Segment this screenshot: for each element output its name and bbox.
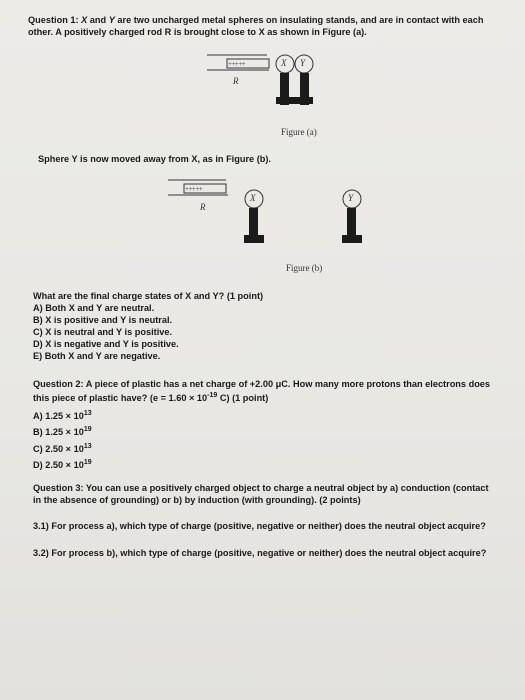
q2-option-c	[33, 443, 92, 455]
q3-line1: Question 3: You can use a positively charged object to charge a neutral object by a) conduction (contact	[33, 483, 489, 493]
q2-option-a-exp: 13	[83, 410, 92, 417]
q1-move-text: Sphere Y is now moved away from X, as in Figure (b).	[38, 154, 271, 164]
q3-part1: 3.1) For process a), which type of charge (positive, negative or neither) does the neutral object acquire?	[33, 521, 486, 531]
q1-question: What are the final charge states of X and Y? (1 point)	[33, 291, 264, 301]
q2-option-b	[33, 426, 92, 438]
q2-option-b-base: B) 1.25 × 10	[33, 427, 84, 437]
q3-line2: in the absence of grounding) or b) by induction (with grounding). (2 points)	[33, 495, 361, 505]
q2-option-d-exp: 19	[83, 459, 92, 466]
figure-b-caption: Figure (b)	[286, 263, 323, 273]
q2-option-c-exp: 13	[83, 443, 92, 450]
q2-option-d	[33, 459, 92, 471]
q2-option-a	[33, 410, 92, 422]
q1-option-a: A) Both X and Y are neutral.	[33, 303, 155, 313]
rod-charges-b: +++++	[185, 185, 203, 193]
q3-part2: 3.2) For process b), which type of charge (positive, negative or neither) does the neutral object acquire?	[33, 548, 487, 558]
q1-and: and	[87, 15, 109, 25]
sphere-y-label-a: Y	[300, 58, 306, 68]
q1-option-b: B) X is positive and Y is neutral.	[33, 315, 173, 325]
q2-line1: Question 2: A piece of plastic has a net charge of +2.00 μC. How many more protons than electrons does	[33, 379, 491, 389]
q2-line2	[33, 392, 268, 404]
sphere-y-label-b: Y	[348, 193, 354, 203]
rod-label-a: R	[233, 76, 239, 86]
q2-line2-post: C) (1 point)	[217, 393, 269, 403]
q2-option-a-base: A) 1.25 × 10	[33, 411, 84, 421]
sphere-x-label-b: X	[250, 193, 256, 203]
base-figure-a	[276, 97, 313, 104]
figure-a	[205, 50, 345, 140]
q2-line2-exp: -19	[207, 392, 218, 399]
q1-var-x: X	[81, 15, 88, 25]
rod-label-b: R	[200, 202, 206, 212]
q1-heading: Question 1:	[28, 15, 79, 25]
q1-intro-rest: are two uncharged metal spheres on insulating stands, and are in contact with each	[114, 15, 484, 25]
q1-option-c: C) X is neutral and Y is positive.	[33, 327, 173, 337]
q1-intro-line2: other. A positively charged rod R is brought close to X as shown in Figure (a).	[28, 27, 367, 37]
q2-option-c-base: C) 2.50 × 10	[33, 444, 84, 454]
q1-var-y: Y	[108, 15, 115, 25]
sphere-x-label-a: X	[281, 58, 287, 68]
q1-option-e: E) Both X and Y are negative.	[33, 351, 161, 361]
figure-a-caption: Figure (a)	[281, 127, 317, 137]
q2-option-d-base: D) 2.50 × 10	[33, 460, 84, 470]
q1-intro-line1	[28, 14, 483, 26]
q2-option-b-exp: 19	[83, 426, 92, 433]
rod-charges-a: +++++	[228, 60, 246, 68]
q2-line2-pre: this piece of plastic have? (e = 1.60 × 10	[33, 393, 208, 403]
q1-option-d: D) X is negative and Y is positive.	[33, 339, 179, 349]
